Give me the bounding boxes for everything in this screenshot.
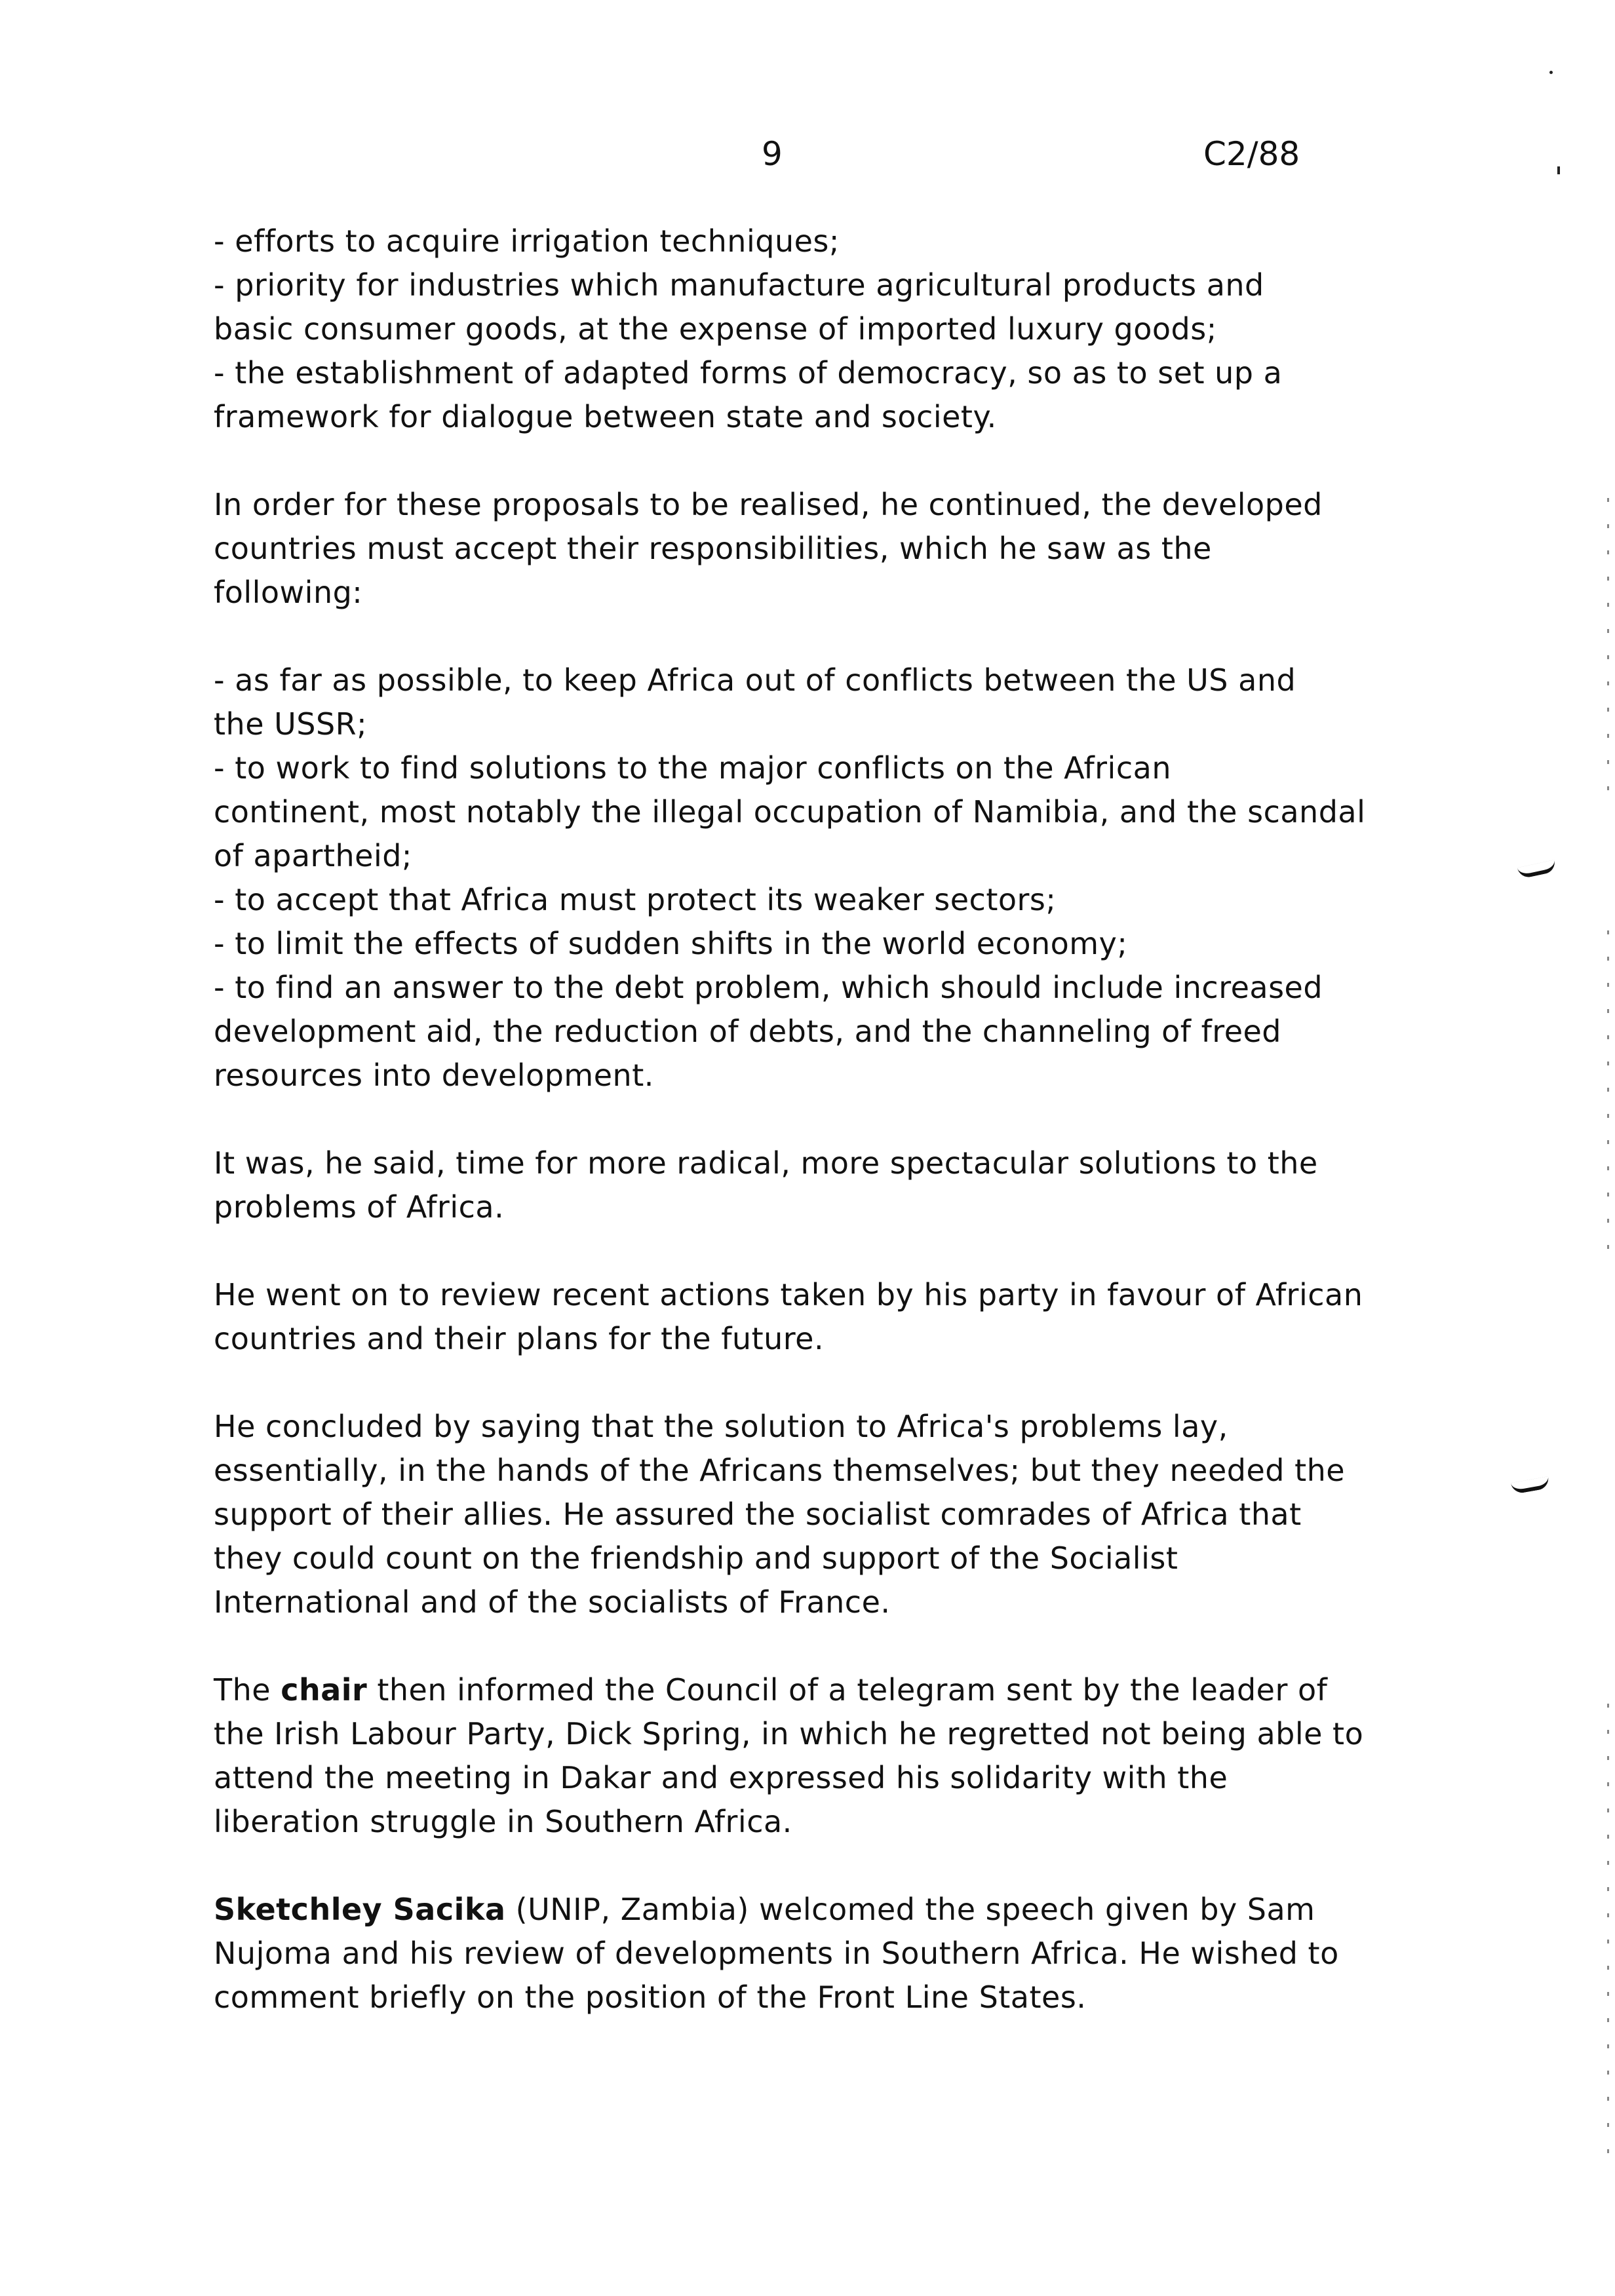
paragraph-responsibilities-list bbox=[214, 659, 1426, 1098]
text-line bbox=[214, 1668, 1426, 1712]
text-line bbox=[214, 1888, 1426, 1932]
paragraph-party-actions bbox=[214, 1273, 1426, 1361]
text-line: Nujoma and his review of developments in Southern Africa. He wished to bbox=[214, 1936, 1339, 1971]
text-line: - to limit the effects of sudden shifts in the world economy; bbox=[214, 926, 1128, 961]
text-line: - efforts to acquire irrigation techniques; bbox=[214, 223, 840, 259]
text-line: International and of the socialists of France. bbox=[214, 1584, 891, 1620]
document-body bbox=[214, 220, 1426, 2063]
page-number: 9 bbox=[762, 135, 783, 173]
text-line: countries and their plans for the future. bbox=[214, 1321, 825, 1356]
text-line: - to accept that Africa must protect its weaker sectors; bbox=[214, 882, 1057, 917]
text-line: liberation struggle in Southern Africa. bbox=[214, 1804, 792, 1839]
text-line: He went on to review recent actions taken by his party in favour of African bbox=[214, 1277, 1363, 1312]
scan-artifact bbox=[1607, 498, 1609, 813]
scan-artifact bbox=[1607, 1704, 1609, 2162]
paragraph-conclusion bbox=[214, 1405, 1426, 1624]
margin-tick-mark bbox=[1517, 860, 1557, 879]
text-line: support of their allies. He assured the socialist comrades of Africa that bbox=[214, 1497, 1302, 1532]
text-line: - as far as possible, to keep Africa out of conflicts between the US and bbox=[214, 662, 1296, 698]
paragraph-radical-solutions bbox=[214, 1141, 1426, 1229]
text-line: - to work to find solutions to the major conflicts on the African bbox=[214, 750, 1171, 786]
speaker-name: Sketchley Sacika bbox=[214, 1892, 506, 1927]
paragraph-responsibilities-intro bbox=[214, 483, 1426, 615]
text-line: countries must accept their responsibilities, which he saw as the bbox=[214, 531, 1212, 566]
text-line: comment briefly on the position of the Front Line States. bbox=[214, 1980, 1087, 2015]
text-line: - priority for industries which manufacture agricultural products and bbox=[214, 267, 1264, 303]
text-line: - to find an answer to the debt problem, which should include increased bbox=[214, 970, 1323, 1005]
text-line: following: bbox=[214, 575, 363, 610]
paragraph-bullets-development bbox=[214, 220, 1426, 439]
text-line: He concluded by saying that the solution to Africa's problems lay, bbox=[214, 1409, 1228, 1444]
speaker-name: chair bbox=[281, 1672, 368, 1708]
text-line: essentially, in the hands of the Africans themselves; but they needed the bbox=[214, 1453, 1346, 1488]
document-reference: C2/88 bbox=[1203, 135, 1300, 173]
text-line: they could count on the friendship and support of the Socialist bbox=[214, 1540, 1178, 1576]
text-fragment: The bbox=[214, 1672, 281, 1708]
scan-speck bbox=[1549, 71, 1553, 74]
text-line: resources into development. bbox=[214, 1058, 654, 1093]
text-line: It was, he said, time for more radical, more spectacular solutions to the bbox=[214, 1145, 1318, 1181]
text-line: problems of Africa. bbox=[214, 1189, 505, 1225]
text-line: the USSR; bbox=[214, 706, 368, 742]
text-line: development aid, the reduction of debts, and the channeling of freed bbox=[214, 1014, 1281, 1049]
text-line: attend the meeting in Dakar and expressed his solidarity with the bbox=[214, 1760, 1228, 1795]
scan-speck bbox=[1557, 166, 1560, 174]
text-line: framework for dialogue between state and society. bbox=[214, 399, 997, 434]
scan-artifact bbox=[1607, 930, 1609, 1271]
margin-tick-mark bbox=[1511, 1476, 1550, 1495]
text-line: the Irish Labour Party, Dick Spring, in which he regretted not being able to bbox=[214, 1716, 1364, 1751]
text-line: basic consumer goods, at the expense of imported luxury goods; bbox=[214, 311, 1217, 347]
text-line: In order for these proposals to be realised, he continued, the developed bbox=[214, 487, 1323, 522]
paragraph-sacika-speech bbox=[214, 1888, 1426, 2019]
text-line: continent, most notably the illegal occupation of Namibia, and the scandal bbox=[214, 794, 1366, 830]
text-fragment: then informed the Council of a telegram sent by the leader of bbox=[367, 1672, 1328, 1708]
text-fragment: (UNIP, Zambia) welcomed the speech given by Sam bbox=[505, 1892, 1315, 1927]
paragraph-chair-telegram bbox=[214, 1668, 1426, 1844]
text-line: of apartheid; bbox=[214, 838, 412, 873]
text-line: - the establishment of adapted forms of democracy, so as to set up a bbox=[214, 355, 1283, 391]
